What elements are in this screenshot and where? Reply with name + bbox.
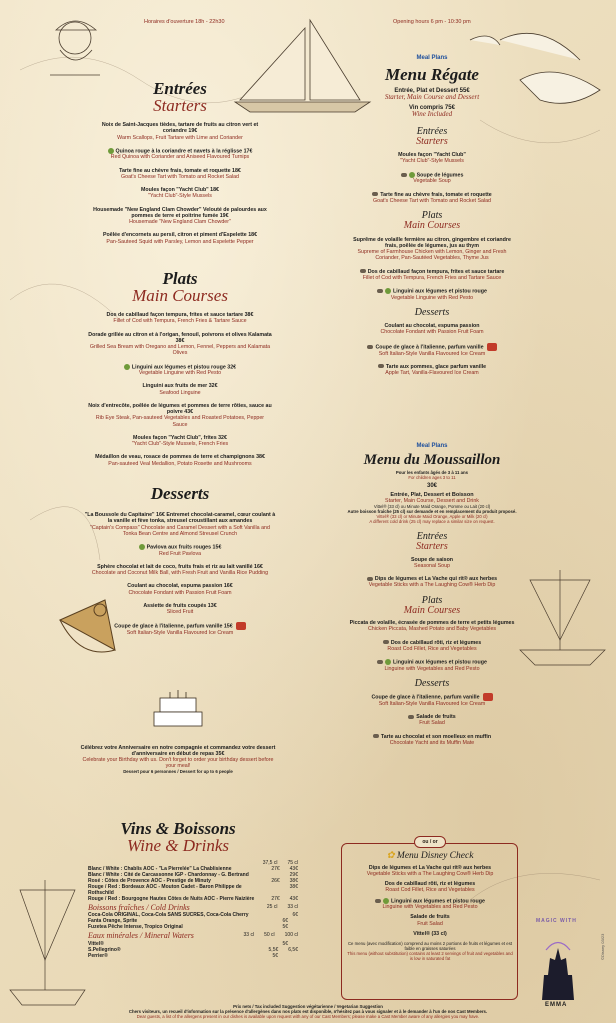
or-badge: ou / or	[414, 836, 446, 848]
mineral-waters-title: Eaux minérales / Mineral Waters	[88, 931, 194, 941]
menu-item: Dips de légumes et La Vache qui rit® aux herbes Vegetable Sticks with a The Laughing Cow® Herb Dip	[368, 576, 498, 589]
wine-row: Blanc / White : Cité de Carcassonne IGP - Chardonnay - G. Bertrand 29€	[88, 872, 298, 878]
suggestion-icon	[377, 289, 383, 293]
suggestion-icon	[377, 660, 383, 664]
vegetarian-icon	[409, 172, 415, 178]
birthday-fr: Célébrez votre Anniversaire en notre compagnie et commandez votre dessert d'anniversaire en début de repas 35€	[80, 745, 276, 757]
water-row: Perrier® 5€	[88, 952, 278, 959]
suggestion-icon	[408, 715, 414, 719]
drinks-heading	[88, 820, 268, 854]
desserts-title: Desserts	[150, 484, 210, 503]
menu-item: Moules façon "Yacht Club", frites 32€ "Yacht Club"-Style Mussels, French Fries	[131, 434, 229, 448]
drink-row: Fuzetea Pêche Intense, Tropico Original 5€	[88, 924, 288, 931]
drinks-title-fr: Vins & Boissons	[120, 819, 236, 838]
menu-item: Assiette de fruits coupés 13€ Sliced Fruit	[143, 602, 217, 616]
menu-item: Quinoa rouge à la coriandre et navets à la réglisse 17€ Red Quinoa with Coriander and Aniseed Flavoured Turnips	[90, 148, 270, 161]
menu-item: Linguini aux légumes et pistou rouge 32€ Vegetable Linguine with Red Pesto	[88, 364, 272, 377]
menu-item: Coulant au chocolat, espuma passion 16€ Chocolate Fondant with Passion Fruit Foam	[127, 583, 233, 596]
birthday-note: Dessert pour 6 personnes / Dessert for up to 6 people	[123, 769, 233, 774]
meal-plans-logo: Meal Plans	[416, 55, 448, 61]
menu-moussaillon: Meal Plans Menu du Moussaillon Pour les enfants âgés de 3 à 11 ans For children ages 3 to 11 30€ Entrée, Plat, Dessert et Boisson Starter, Main Course, Dessert and Drink Vittel® (33 cl) ou Minute Maid Orange, Pomme ou Lait (20 cl) Autre boisson fraîche (25 cl) sur demande et en remplacement du produit proposé. Vittel® (33 cl) or Minute Maid Orange, Apple or Milk (20 cl) A different cold drink (25 cl) may replace a similar size on request. Entrées Starters Soupe de saison Seasonal Soup Dips de légumes et La Vache qui rit® aux herbes Vegetable Sticks with a The Laughing Cow® Herb Dip Plats Main Courses Piccata de volaille, écrasée de pommes de terre et petits légumes Chicken Piccata, Mashed Potato and Baby Vegetables Dos de cabillaud rôti, riz et légumes Roast Cod Fillet, Rice and Vegetables Linguini aux légumes et pistou rouge Linguine with Vegetables and Red Pesto Desserts Coupe de glace à l'italienne, parfum vanille Soft Italian-Style Vanilla Flavoured Ice Cream Salade de fruits Fruit Salad Tarte au chocolat et son moelleux en muffin Chocolate Yacht and its Muffin Mate	[344, 443, 520, 753]
menu-item: Dos de cabillaud façon tempura, frites et sauce tartare Fillet of Cod with Tempura, French Fries and Tartare Sauce	[348, 269, 516, 282]
castle-logo-icon	[538, 930, 578, 1010]
menu-item: Salade de fruits Fruit Salad	[344, 714, 520, 727]
menu-item: Moules façon "Yacht Club" "Yacht Club"-Style Mussels	[398, 152, 466, 165]
menu-item: Salade de fruits Fruit Salad	[410, 914, 450, 927]
menu-regate-title: Menu Régate	[385, 65, 479, 84]
menu-item: Soupe de saison Seasonal Soup	[410, 556, 454, 569]
desserts-section	[84, 485, 276, 644]
drink-row: Fanta Orange, Sprite 6€	[88, 918, 288, 925]
wine-list: 37,5 cl 75 cl Blanc / White : Chablis AOC - "La Pierrelée" La Chablisienne 27€ 43€ Blanc / White : Cité de Carcassonne IGP - Chardonnay - G. Bertrand 29€ Rosé : Côtes de Provence AOC - Prestige de Minuty 26€ 38€ Rouge / Red : Bordeaux AOC - Mouton Cadet - Baron Philippe de Rothschild 38€ Rouge / Red : Bourgogne Hautes Côtes de Nuits AOC - Pierre Naizière 27€ 43€ Boissons fraîches / Cold Drinks 25 cl 33 cl Coca-Cola ORIGINAL, Coca-Cola SANS SUCRES, Coca-Cola Cherry 6€ Fanta Orange, Sprite 6€ Fuzetea Pêche Intense, Tropico Original 5€ Eaux minérales / Mineral Waters 33 cl 50 cl 100 cl Vittel® 5€ S.Pellegrino® 5,5€ 6,5€ Perrier® 5€	[88, 860, 298, 959]
menu-item: Coupe de glace à l'italienne, parfum vanille Soft Italian-Style Vanilla Flavoured Ice Cream	[344, 693, 520, 707]
menu-item: Noix d'entrecôte, poêlée de légumes et pommes de terre rôties, sauce au poivre 43€ Rib Eye Steak, Pan-sauteed Vegetables and Roasted Potatoes, Pepper Sauce	[88, 402, 272, 428]
menu-regate: Meal Plans Menu Régate Entrée, Plat et Dessert 55€ Starter, Main Course and Dessert Vin compris 75€ Wine Included Entrées Starters Moules façon "Yacht Club" "Yacht Club"-Style Mussels Soupe de légumes Vegetable Soup Tarte fine au chèvre frais, tomate et roquette Goat's Cheese Tart with Tomato and Rocket Salad Plats Main Courses Suprême de volaille fermière au citron, gingembre et coriandre frais, poêlée de légumes, jus au thym Supreme of Farmhouse Chicken with Lemon, Ginger and Fresh Coriander, Pan-Sautéed Vegetables, Thyme Jus Dos de cabillaud façon tempura, frites et sauce tartare Fillet of Cod with Tempura, French Fries and Tartare Sauce Linguini aux légumes et pistou rouge Vegetable Linguine with Red Pesto Desserts Coulant au chocolat, espuma passion Chocolate Fondant with Passion Fruit Foam Coupe de glace à l'italienne, parfum vanille Soft Italian-Style Vanilla Flavoured Ice Cream Tarte aux pommes, glace parfum vanille Apple Tart, Vanilla-Flavoured Ice Cream	[348, 55, 516, 383]
suggestion-icon	[360, 269, 366, 273]
menu-item: Linguini aux fruits de mer 32€ Seafood Linguine	[142, 383, 218, 396]
menu-item: Sphère chocolat et lait de coco, fruits frais et riz au lait vanillé 16€ Chocolate and Coconut Milk Ball, with Fresh Fruit and Vanilla Rice Pudding	[91, 563, 269, 577]
menu-item: Piccata de volaille, écrasée de pommes de terre et petits légumes Chicken Piccata, Mashed Potato and Baby Vegetables	[349, 620, 515, 633]
mickey-check-icon: ✿	[386, 851, 397, 861]
starters-title-en: Starters	[153, 96, 207, 115]
menu-item: Dos de cabillaud rôti, riz et légumes Roast Cod Fillet, Rice and Vegetables	[344, 640, 520, 653]
menu-item: Dips de légumes et La Vache qui rit® aux herbes Vegetable Sticks with a The Laughing Cow® Herb Dip	[366, 864, 494, 877]
drink-row: Coca-Cola ORIGINAL, Coca-Cola SANS SUCRES, Coca-Cola Cherry 6€	[88, 912, 298, 919]
disney-dessert-logo-icon	[483, 693, 493, 701]
disney-dessert-logo-icon	[236, 622, 246, 630]
menu-item: "La Boussole du Capitaine" 16€ Entremet chocolat-caramel, cœur coulant à la vanille et fève tonka, streusel croustillant aux amandes "Captain's Compass" Chocolate and Caramel Dessert with a Soft Vanilla and Tonka Bean Centre and Almond Streusel Crunch	[84, 512, 276, 537]
menu-item: Tarte aux pommes, glace parfum vanille Apple Tart, Vanilla-Flavoured Ice Cream	[348, 364, 516, 377]
vegetarian-icon	[124, 364, 130, 370]
suggestion-icon	[375, 899, 381, 903]
menu-item: Médaillon de veau, rosace de pommes de terre et champignons 38€ Pan-sauteed Veal Medallion, Potato Rosette and Mushrooms	[95, 454, 265, 467]
emma-label: EMMA	[545, 1002, 568, 1008]
suggestion-icon	[378, 364, 384, 368]
menu-item: Linguini aux légumes et pistou rouge Vegetable Linguine with Red Pesto	[348, 288, 516, 301]
mains-title-en: Main Courses	[132, 286, 228, 305]
magic-with-label: MAGIC WITH	[536, 918, 577, 924]
menu-item: Coulant au chocolat, espuma passion Chocolate Fondant with Passion Fruit Foam	[380, 323, 484, 336]
menu-item: Linguini aux légumes et pistou rouge Linguine with Vegetables and Red Pesto	[346, 898, 514, 911]
menu-item: Tarte au chocolat et son moelleux en muffin Chocolate Yacht and its Muffin Mate	[344, 734, 520, 747]
opening-hours-fr: Horaires d'ouverture 18h - 22h30	[144, 19, 225, 25]
disney-check-title: Menu Disney Check	[396, 851, 474, 861]
suggestion-icon	[367, 345, 373, 349]
starters-section	[90, 80, 270, 252]
menu-item: Soupe de légumes Vegetable Soup	[348, 172, 516, 185]
vegetarian-icon	[383, 898, 389, 904]
menu-item: Suprême de volaille fermière au citron, gingembre et coriandre frais, poêlée de légumes, jus au thym Supreme of Farmhouse Chicken with Lemon, Ginger and Fresh Coriander, Pan-Sautéed Vegetables, Thyme Jus	[353, 236, 511, 262]
menu-item: Noix de Saint-Jacques tièdes, tartare de fruits au citron vert et coriandre 19€ Warm Scallops, Fruit Tartare with Lime and Coriander	[101, 122, 259, 141]
cold-drinks-title: Boissons fraîches / Cold Drinks	[88, 903, 190, 912]
menu-item: Coupe de glace à l'italienne, parfum vanille 15€ Soft Italian-Style Vanilla Flavoured Ice Cream	[84, 622, 276, 636]
mains-title-fr: Plats	[162, 269, 198, 288]
menu-item: Tarte fine au chèvre frais, tomate et roquette Goat's Cheese Tart with Tomato and Rocket Salad	[373, 191, 492, 204]
birthday-section	[78, 745, 278, 774]
wine-row: Rouge / Red : Bordeaux AOC - Mouton Cadet - Baron Philippe de Rothschild 38€	[88, 884, 298, 896]
water-row: Vittel® 5€	[88, 940, 288, 947]
menu-item: Tarte fine au chèvre frais, tomate et roquette 18€ Goat's Cheese Tart with Tomato and Rocket Salad	[119, 167, 241, 180]
wine-row: Rosé : Côtes de Provence AOC - Prestige de Minuty 26€ 38€	[88, 878, 298, 884]
menu-item: Housemade "New England Clam Chowder" Velouté de palourdes aux pommes de terre et poitrine fumée 19€ Housemade "New England Clam Chowder"	[93, 206, 267, 226]
menu-item: Dos de cabillaud rôti, riz et légumes Roast Cod Fillet, Rice and Vegetables	[384, 881, 476, 894]
menu-item: Linguini aux légumes et pistou rouge Linguine with Vegetables and Red Pesto	[344, 659, 520, 672]
menu-item: Dos de cabillaud façon tempura, frites et sauce tartare 38€ Fillet of Cod with Tempura, French Fries & Tartare Sauce	[106, 312, 254, 325]
mains-section	[88, 270, 272, 474]
menu-moussaillon-title: Menu du Moussaillon	[363, 452, 501, 468]
vegetarian-icon	[385, 288, 391, 294]
suggestion-icon	[373, 734, 379, 738]
disney-check-menu: ✿ Menu Disney Check Dips de légumes et La Vache qui rit® aux herbes Vegetable Sticks with a The Laughing Cow® Herb Dip Dos de cabillaud rôti, riz et légumes Roast Cod Fillet, Rice and Vegetables Linguini aux légumes et pistou rouge Linguine with Vegetables and Red Pesto Salade de fruits Fruit Salad Vittel® (33 cl) Ce menu (avec modification) comprend au moins 2 portions de fruits et légumes et est faible en graisses saturées This menu (without substitution) contains at least 2 servings of fruit and vegetables and is low in saturated fat	[347, 851, 513, 962]
suggestion-icon	[383, 640, 389, 644]
water-row: S.Pellegrino® 5,5€ 6,5€	[88, 946, 298, 953]
copyright: ©Disney 03/23	[600, 933, 605, 960]
ship-sketch-right	[520, 570, 605, 665]
footer	[118, 1004, 498, 1019]
meal-plans-logo: Meal Plans	[416, 443, 448, 449]
menu-item: Moules façon "Yacht Club" 18€ "Yacht Club"-Style Mussels	[140, 187, 220, 200]
suggestion-icon	[372, 192, 378, 196]
cake-sketch	[154, 690, 202, 726]
wine-row: Blanc / White : Chablis AOC - "La Pierrelée" La Chablisienne 27€ 43€	[88, 866, 298, 872]
vegetarian-icon	[108, 148, 114, 154]
starters-title-fr: Entrées	[153, 79, 207, 98]
vegetarian-icon	[139, 544, 145, 550]
suggestion-icon	[401, 173, 407, 177]
disney-dessert-logo-icon	[487, 343, 497, 351]
ship-sketch-left	[10, 880, 85, 1005]
suggestion-icon	[367, 577, 373, 581]
drinks-title-en: Wine & Drinks	[127, 836, 229, 855]
menu-item: Dorade grillée au citron et à l'origan, fenouil, poivrons et olives Kalamata 38€ Grilled Sea Bream with Oregano and Lemon, Fennel, Peppers and Kalamata Olives	[88, 331, 272, 357]
captain-sketch	[50, 21, 100, 75]
opening-hours-en: Opening hours 6 pm - 10:30 pm	[393, 19, 471, 25]
allergy-fr: Chers visiteurs, un recueil d'information sur la présence d'allergènes dans nos plats est disponible, n'hésitez pas à vous signaler et à le demander à l'un de nos Cast Members.	[128, 1009, 488, 1014]
menu-item: Coupe de glace à l'italienne, parfum vanille Soft Italian-Style Vanilla Flavoured Ice Cream	[348, 343, 516, 357]
wine-row: Rouge / Red : Bourgogne Hautes Côtes de Nuits AOC - Pierre Naizière 27€ 43€	[88, 896, 298, 902]
menu-item: Pavlova aux fruits rouges 15€ Red Fruit Pavlova	[84, 544, 276, 557]
menu-item: Poêlée d'encornets au persil, citron et piment d'Espelette 18€ Pan-Sauteed Squid with Parsley, Lemon and Espelette Pepper	[102, 232, 258, 245]
menu-item: Vittel® (33 cl)	[413, 930, 447, 937]
legend: Prix nets / Tax included Suggestion végétarienne / Vegetarian Suggestion	[233, 1004, 383, 1009]
vegetarian-icon	[385, 659, 391, 665]
allergy-en: Dear guests, a list of the allergens present in our dishes is available upon request with any of our Cast Members; please make a Cast Member aware of any allergies you may have.	[136, 1014, 480, 1019]
birthday-en: Celebrate your Birthday with us. Don't forget to order your birthday dessert before your meal!	[82, 757, 274, 769]
